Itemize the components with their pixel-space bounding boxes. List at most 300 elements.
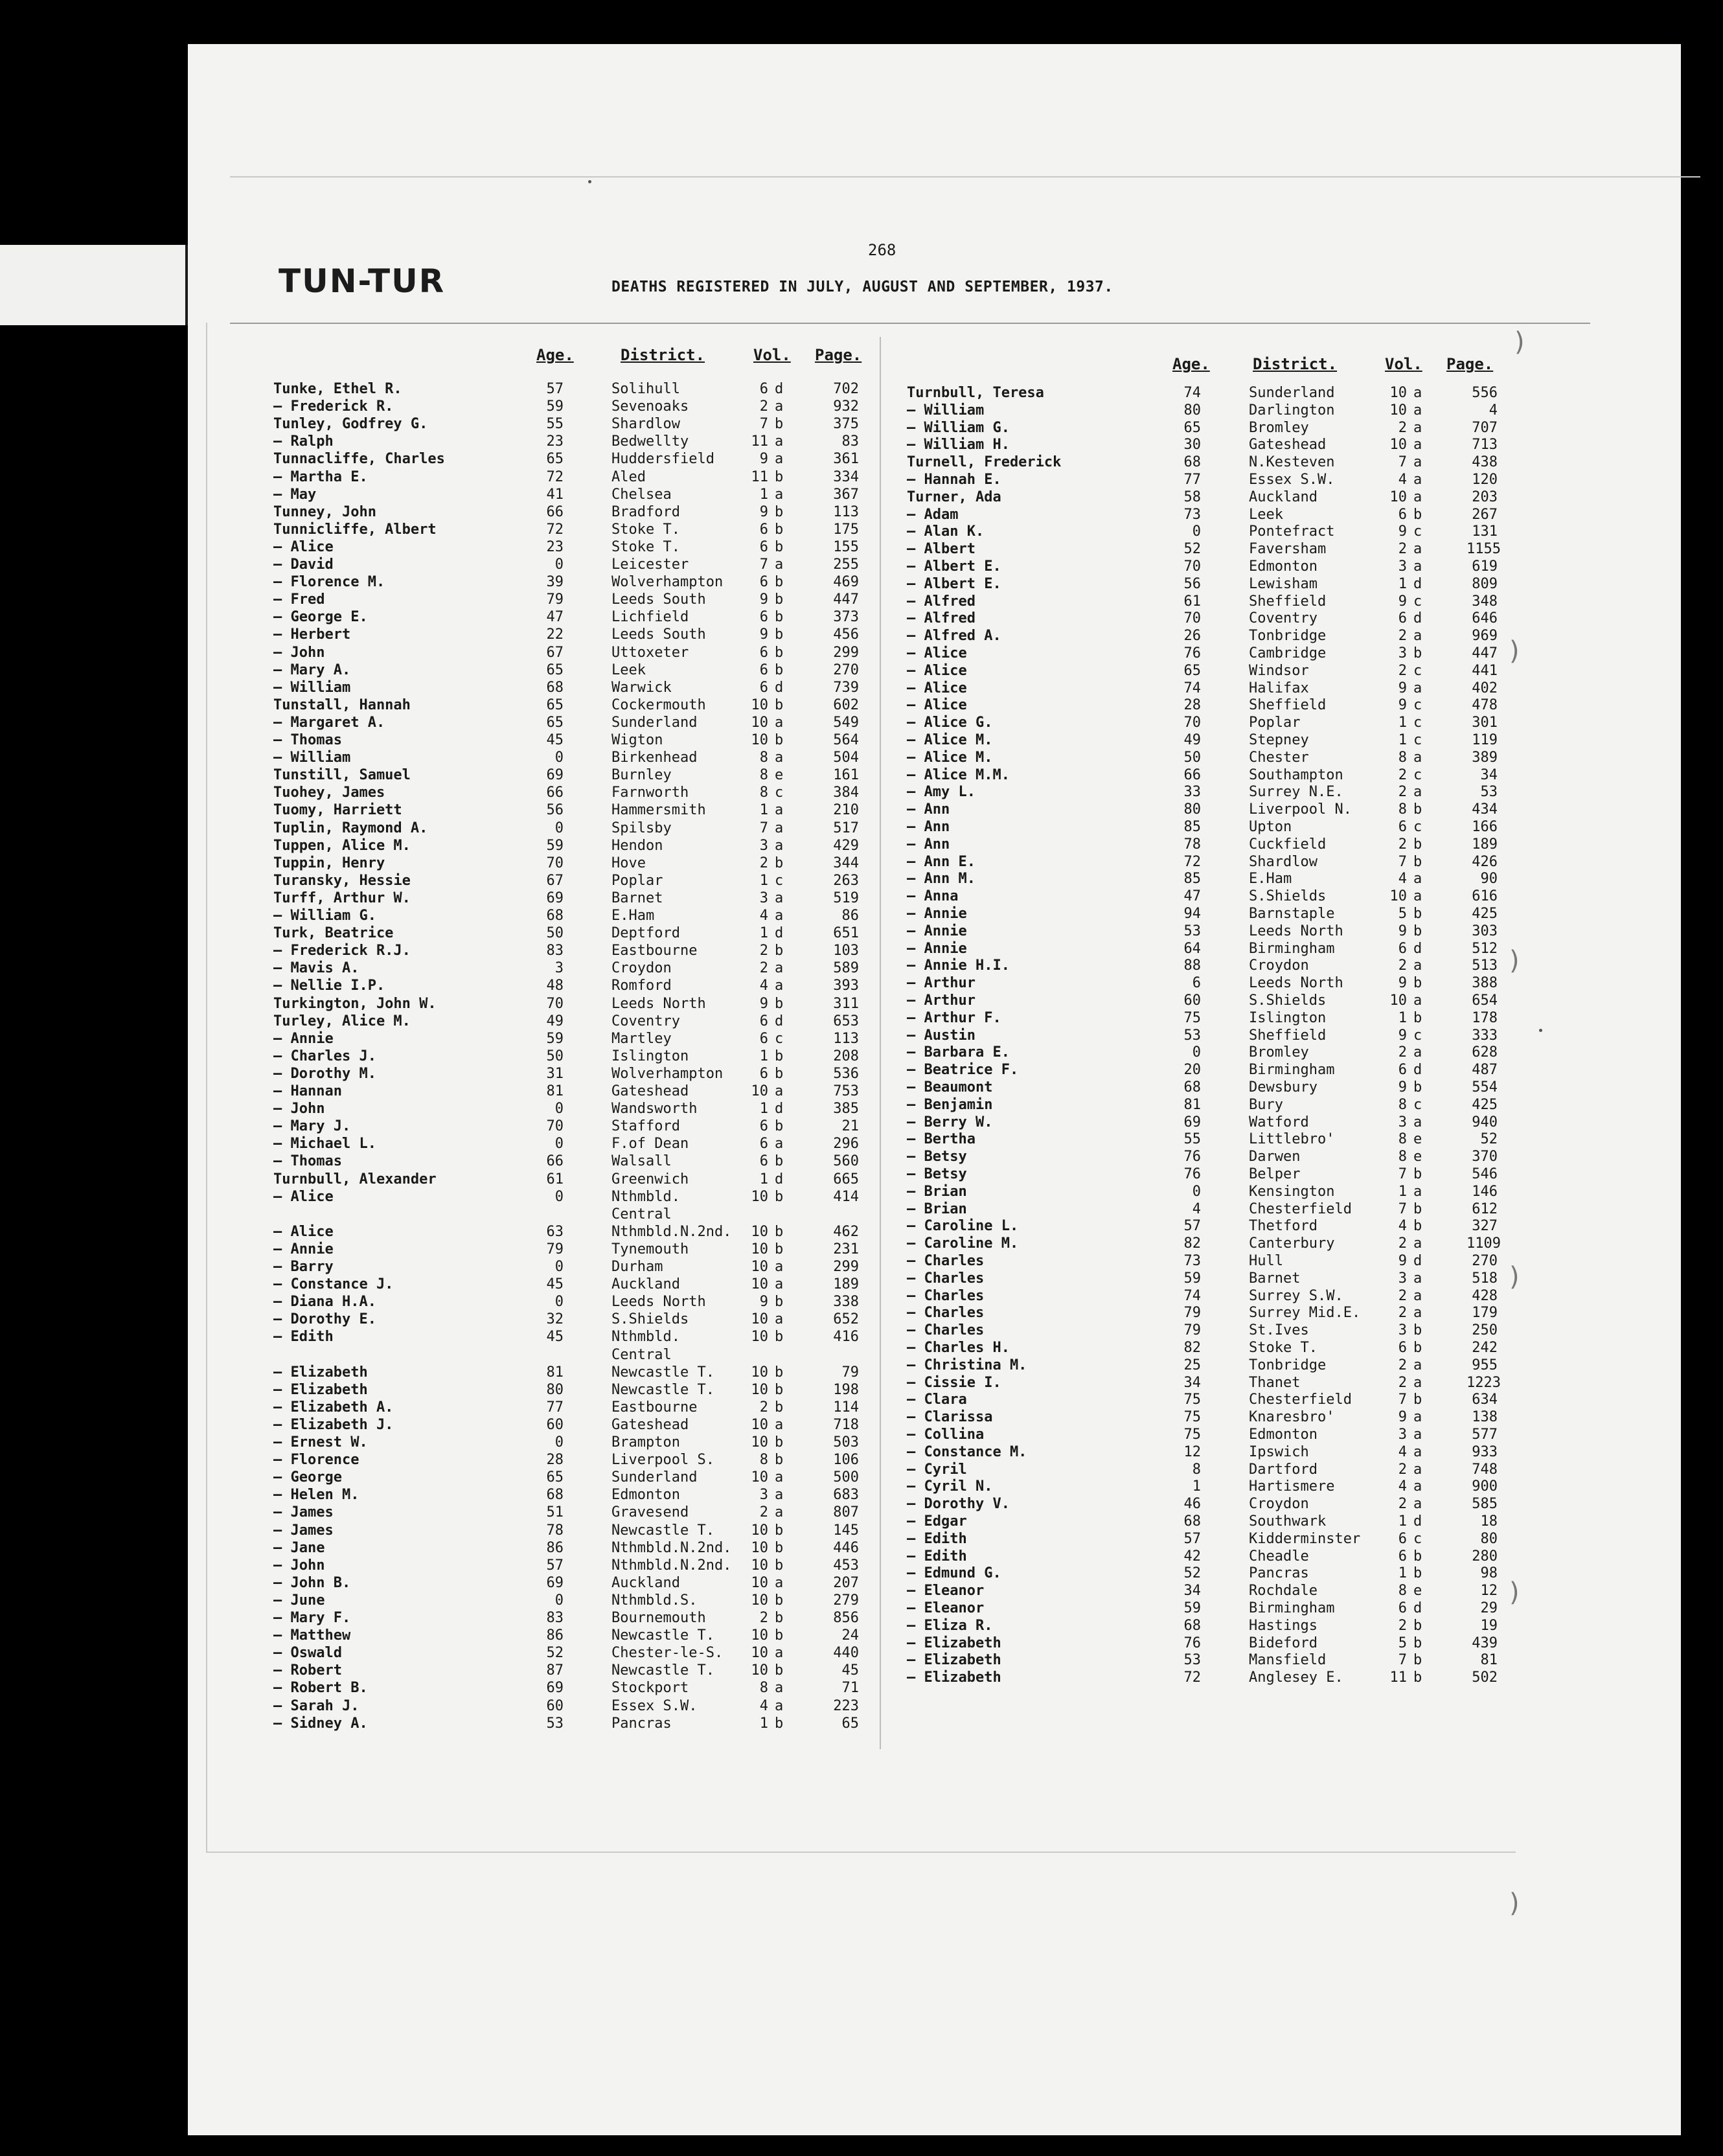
entry-age: 76 — [1183, 645, 1201, 661]
entry-volume-letter: b — [775, 1539, 784, 1556]
entry-age: 52 — [546, 1645, 564, 1662]
entry-age: 47 — [1183, 888, 1201, 905]
entry-volume-letter: b — [1413, 1617, 1422, 1634]
entry-row — [273, 1364, 869, 1382]
entry-district: Newcastle T. — [611, 1522, 714, 1539]
entry-volume-letter: b — [775, 1188, 784, 1205]
entry-age: 69 — [546, 767, 564, 784]
entry-volume-letter: b — [775, 1223, 784, 1240]
entry-district: Belper — [1249, 1166, 1301, 1182]
entry-row — [907, 750, 1503, 767]
entry-volume-number: 2 — [759, 854, 768, 871]
entry-volume-number: 10 — [751, 1083, 768, 1099]
column-divider — [880, 337, 881, 1749]
entry-row — [273, 1153, 869, 1171]
entry-name: — Alice — [273, 538, 334, 555]
entry-volume-number: 6 — [759, 661, 768, 678]
entry-volume-number: 2 — [1398, 1287, 1407, 1304]
entry-district: Stockport — [611, 1680, 689, 1697]
entry-district: St.Ives — [1249, 1322, 1309, 1339]
entry-page: 713 — [1472, 437, 1498, 453]
entry-district: Anglesey E. — [1249, 1669, 1343, 1686]
entry-page: 665 — [833, 1171, 859, 1187]
entry-name: — William — [273, 679, 351, 696]
entry-row — [273, 1171, 869, 1189]
entry-age: 12 — [1183, 1443, 1201, 1460]
entry-volume-letter: c — [1413, 662, 1422, 679]
entry-volume-number: 6 — [1398, 1530, 1407, 1547]
entry-age: 57 — [546, 1557, 564, 1574]
entry-volume-letter: d — [1413, 575, 1422, 592]
entry-row — [907, 715, 1503, 732]
entry-page: 178 — [1472, 1009, 1498, 1026]
entry-name: — William H. — [907, 437, 1010, 453]
entry-age: 68 — [1183, 1513, 1201, 1530]
entry-district: Bideford — [1249, 1634, 1318, 1651]
entry-district: Burnley — [611, 767, 672, 784]
entry-name: — Sarah J. — [273, 1697, 359, 1714]
entry-district: Tonbridge — [1249, 1357, 1327, 1373]
entry-age: 61 — [1183, 593, 1201, 610]
entry-volume-letter: a — [775, 1469, 784, 1486]
entry-page: 469 — [833, 574, 859, 591]
entry-name: — Diana H.A. — [273, 1294, 376, 1311]
entry-volume-letter: a — [775, 1259, 784, 1275]
entry-district: Pancras — [611, 1715, 672, 1732]
entry-volume-letter: a — [1413, 402, 1422, 419]
entry-name: — Beatrice F. — [907, 1062, 1019, 1079]
entry-volume-number: 6 — [1398, 940, 1407, 957]
entry-age: 94 — [1183, 906, 1201, 922]
entry-volume-number: 8 — [1398, 1583, 1407, 1600]
entry-district: Solihull — [611, 381, 680, 397]
entry-volume-number: 11 — [751, 468, 768, 485]
entry-age: 68 — [1183, 1617, 1201, 1634]
entry-row — [273, 732, 869, 750]
entry-page: 250 — [1472, 1322, 1498, 1339]
entry-age: 57 — [546, 381, 564, 397]
entry-volume-number: 2 — [1398, 1235, 1407, 1252]
entry-district: Leeds South — [611, 626, 706, 643]
entry-age: 82 — [1183, 1340, 1201, 1356]
entry-row — [273, 960, 869, 978]
entry-volume-number: 6 — [1398, 819, 1407, 835]
entry-name: — Alice — [273, 1188, 334, 1205]
entry-district: Islington — [1249, 1009, 1327, 1026]
left-vol-header: Vol. — [753, 346, 791, 364]
entry-district: Stoke T. — [611, 521, 680, 538]
entry-volume-letter: a — [1413, 1427, 1422, 1443]
entry-district: Leek — [611, 661, 646, 678]
entry-row — [273, 1189, 869, 1206]
entry-name: Turk, Beatrice — [273, 925, 394, 942]
entry-district: Mansfield — [1249, 1652, 1327, 1669]
entry-district: Bournemouth — [611, 1610, 706, 1626]
entry-district: Leicester — [611, 556, 689, 573]
entry-district: Leeds North — [611, 995, 706, 1012]
entry-row — [273, 820, 869, 838]
entry-district: Central — [611, 1346, 672, 1363]
entry-name: Turnbull, Teresa — [907, 385, 1044, 401]
entry-page: 255 — [833, 556, 859, 573]
entry-page: 155 — [833, 538, 859, 555]
entry-volume-letter: a — [1413, 1443, 1422, 1460]
entry-volume-number: 10 — [751, 1592, 768, 1609]
entry-row — [273, 1276, 869, 1294]
entry-volume-letter: a — [1413, 992, 1422, 1009]
entry-page: 348 — [1472, 593, 1498, 610]
entry-row — [907, 489, 1503, 507]
entry-page: 90 — [1480, 871, 1498, 888]
entry-volume-number: 7 — [1398, 1652, 1407, 1669]
entry-district: S.Shields — [1249, 992, 1327, 1009]
entry-row — [907, 1027, 1503, 1045]
binding-mark: ) — [1514, 327, 1525, 357]
entry-volume-letter: a — [1413, 1114, 1422, 1130]
entry-volume-number: 2 — [1398, 1374, 1407, 1391]
entry-district: Darwen — [1249, 1149, 1301, 1165]
entry-row — [907, 541, 1503, 558]
entry-row — [273, 680, 869, 697]
entry-age: 0 — [554, 1101, 564, 1118]
entry-page: 439 — [1472, 1634, 1498, 1651]
entry-row — [273, 433, 869, 451]
entry-district: Leeds North — [1249, 975, 1343, 992]
entry-row — [273, 1540, 869, 1557]
entry-name: — Alan K. — [907, 523, 985, 540]
entry-district: Deptford — [611, 925, 680, 942]
entry-volume-letter: b — [775, 1065, 784, 1082]
entry-page: 447 — [1472, 645, 1498, 661]
entry-district: Aled — [611, 468, 646, 485]
entry-volume-letter: b — [775, 416, 784, 433]
entry-name: — Mavis A. — [273, 960, 359, 977]
entry-district: Windsor — [1249, 662, 1309, 679]
entry-name: Tunstall, Hannah — [273, 696, 411, 713]
entry-volume-number: 2 — [1398, 958, 1407, 974]
left-district-header: District. — [621, 346, 705, 364]
entry-page: 856 — [833, 1610, 859, 1626]
entry-page: 453 — [833, 1557, 859, 1574]
entry-age: 55 — [1183, 1131, 1201, 1148]
entry-age: 75 — [1183, 1427, 1201, 1443]
entry-name: — Sidney A. — [273, 1715, 368, 1732]
entry-row — [273, 1592, 869, 1610]
entry-name: — Barry — [273, 1259, 334, 1275]
entry-district: Bedwellty — [611, 433, 689, 450]
register-heading: DEATHS REGISTERED IN JULY, AUGUST AND SEPTEMBER, 1937. — [611, 279, 1113, 295]
entry-name: — Dorothy E. — [273, 1311, 376, 1328]
entry-row — [273, 1557, 869, 1575]
entry-name: — Frederick R.J. — [273, 943, 411, 959]
entry-volume-letter: c — [1413, 523, 1422, 540]
entry-volume-letter: e — [775, 767, 784, 784]
entry-age: 66 — [546, 785, 564, 801]
entry-age: 39 — [546, 574, 564, 591]
entry-name: — Cyril — [907, 1461, 967, 1478]
entry-name: — William G. — [273, 908, 376, 924]
entry-volume-letter: b — [1413, 1548, 1422, 1565]
entry-row — [907, 385, 1503, 402]
entry-age: 46 — [1183, 1496, 1201, 1513]
entry-row — [907, 941, 1503, 958]
entry-age: 30 — [1183, 437, 1201, 453]
entry-volume-number: 10 — [751, 696, 768, 713]
entry-name: — Charles — [907, 1322, 985, 1339]
entry-volume-letter: e — [1413, 1149, 1422, 1165]
entry-age: 49 — [546, 1013, 564, 1029]
entry-volume-number: 4 — [1398, 472, 1407, 488]
entry-name: — Cyril N. — [907, 1478, 993, 1495]
entry-district: Wandsworth — [611, 1101, 698, 1118]
entry-age: 59 — [1183, 1270, 1201, 1287]
entry-volume-number: 8 — [759, 767, 768, 784]
entry-name: — Martha E. — [273, 468, 368, 485]
entry-row — [273, 925, 869, 943]
entry-volume-letter: b — [1413, 975, 1422, 992]
page-tab-strip — [0, 245, 185, 325]
entry-row — [907, 1600, 1503, 1618]
entry-district: Leeds North — [1249, 923, 1343, 939]
entry-name: — Ann — [907, 801, 950, 818]
entry-name: — Eleanor — [907, 1600, 985, 1616]
entry-row — [273, 1031, 869, 1048]
entry-page: 12 — [1480, 1583, 1498, 1600]
entry-volume-number: 10 — [751, 1311, 768, 1328]
entry-district: Leeds South — [611, 591, 706, 608]
entry-age: 80 — [1183, 402, 1201, 419]
entry-age: 49 — [1183, 732, 1201, 748]
entry-age: 57 — [1183, 1218, 1201, 1235]
entry-district: F.of Dean — [611, 1136, 689, 1153]
entry-age: 74 — [1183, 680, 1201, 696]
entry-name: — James — [273, 1522, 334, 1539]
entry-page: 34 — [1480, 766, 1498, 783]
entry-district: Chester — [1249, 749, 1309, 766]
entry-row — [273, 1698, 869, 1715]
entry-age: 69 — [546, 1574, 564, 1591]
entry-row — [907, 1270, 1503, 1288]
entry-district: Pontefract — [1249, 523, 1335, 540]
entry-name: — John — [273, 1557, 325, 1574]
entry-page: 389 — [1472, 749, 1498, 766]
entry-volume-number: 9 — [1398, 593, 1407, 610]
entry-row — [273, 1399, 869, 1417]
entry-district: Edmonton — [611, 1487, 680, 1504]
entry-district: Stepney — [1249, 732, 1309, 748]
entry-row — [907, 472, 1503, 489]
entry-district: Gravesend — [611, 1504, 689, 1521]
entry-page: 513 — [1472, 958, 1498, 974]
entry-page: 80 — [1480, 1530, 1498, 1547]
entry-volume-number: 10 — [751, 1557, 768, 1574]
entry-volume-number: 4 — [1398, 1443, 1407, 1460]
entry-page: 402 — [1472, 680, 1498, 696]
entry-age: 57 — [1183, 1530, 1201, 1547]
entry-page: 428 — [1472, 1287, 1498, 1304]
entry-volume-letter: a — [1413, 1183, 1422, 1200]
entry-volume-letter: a — [1413, 871, 1422, 888]
entry-name: — Charles H. — [907, 1340, 1010, 1356]
entry-row — [273, 469, 869, 487]
entry-volume-letter: b — [775, 1434, 784, 1451]
entry-page: 344 — [833, 854, 859, 871]
entry-district: Newcastle T. — [611, 1364, 714, 1381]
entry-volume-number: 9 — [1398, 923, 1407, 939]
entry-age: 81 — [1183, 1096, 1201, 1113]
entry-page: 301 — [1472, 715, 1498, 731]
entry-page: 338 — [833, 1294, 859, 1311]
entry-volume-letter: a — [1413, 628, 1422, 645]
entry-volume-number: 9 — [1398, 1253, 1407, 1269]
entry-age: 4 — [1192, 1200, 1201, 1217]
entry-district: Wolverhampton — [611, 574, 724, 591]
entry-row — [273, 1434, 869, 1452]
entry-district: Nthmbld.S. — [611, 1592, 698, 1609]
entry-volume-number: 3 — [1398, 1322, 1407, 1339]
entry-age: 0 — [554, 1259, 564, 1275]
entry-volume-letter: a — [1413, 1270, 1422, 1287]
entry-age: 85 — [1183, 871, 1201, 888]
entry-page: 616 — [1472, 888, 1498, 905]
entry-volume-letter: a — [775, 1136, 784, 1153]
entry-volume-number: 9 — [759, 503, 768, 520]
entry-row — [907, 1669, 1503, 1687]
entry-volume-letter: a — [775, 908, 784, 924]
entry-volume-number: 10 — [751, 1259, 768, 1275]
entry-volume-number: 9 — [759, 995, 768, 1012]
entry-volume-number: 2 — [1398, 836, 1407, 853]
entry-page: 425 — [1472, 1096, 1498, 1113]
entry-age: 81 — [546, 1083, 564, 1099]
entry-row — [907, 507, 1503, 524]
entry-name: — Thomas — [273, 732, 342, 748]
entry-district: Sheffield — [1249, 593, 1327, 610]
bottom-border — [206, 1852, 1516, 1853]
entry-name: — Amy L. — [907, 784, 976, 801]
entry-row — [273, 1469, 869, 1487]
entry-volume-number: 10 — [1389, 992, 1407, 1009]
entry-district: Brampton — [611, 1434, 680, 1451]
entry-page: 634 — [1472, 1392, 1498, 1408]
entry-age: 59 — [546, 398, 564, 415]
entry-district: Bromley — [1249, 1044, 1309, 1061]
entry-name: — William — [273, 750, 351, 766]
entry-row — [273, 574, 869, 591]
entry-volume-letter: b — [775, 1381, 784, 1398]
entry-volume-letter: a — [775, 820, 784, 836]
entry-age: 88 — [1183, 958, 1201, 974]
entry-row — [907, 1131, 1503, 1149]
entry-age: 8 — [1192, 1461, 1201, 1478]
entry-volume-letter: b — [775, 1592, 784, 1609]
entry-volume-number: 9 — [1398, 1027, 1407, 1044]
entry-age: 83 — [546, 1610, 564, 1626]
entry-volume-number: 2 — [1398, 784, 1407, 801]
entry-volume-letter: b — [775, 521, 784, 538]
entry-row — [907, 1322, 1503, 1340]
entry-volume-letter: a — [775, 451, 784, 468]
entry-volume-number: 10 — [1389, 385, 1407, 401]
entry-volume-letter: c — [1413, 1096, 1422, 1113]
entry-volume-number: 10 — [751, 1662, 768, 1679]
entry-age: 77 — [1183, 472, 1201, 488]
entry-volume-number: 2 — [1398, 1461, 1407, 1478]
entry-volume-number: 6 — [759, 1065, 768, 1082]
entry-volume-letter: a — [775, 1504, 784, 1521]
entry-name: — Alice M. — [907, 732, 993, 748]
entry-volume-letter: c — [1413, 697, 1422, 714]
entry-name: Turnell, Frederick — [907, 454, 1062, 471]
entry-age: 68 — [546, 679, 564, 696]
entry-name: — Annie — [907, 906, 967, 922]
entry-volume-letter: d — [1413, 1253, 1422, 1269]
entry-row — [273, 591, 869, 609]
entry-name: — Elizabeth A. — [273, 1399, 394, 1416]
entry-name: Tuppin, Henry — [273, 854, 385, 871]
entry-age: 76 — [1183, 1634, 1201, 1651]
entry-volume-letter: b — [1413, 1166, 1422, 1182]
entry-volume-number: 8 — [759, 785, 768, 801]
binding-mark: ) — [1509, 1888, 1520, 1918]
entry-volume-number: 7 — [1398, 853, 1407, 870]
entry-name: — Albert E. — [907, 575, 1001, 592]
entry-page: 441 — [1472, 662, 1498, 679]
entry-page: 120 — [1472, 472, 1498, 488]
entry-volume-number: 6 — [759, 574, 768, 591]
entry-page: 900 — [1472, 1478, 1498, 1495]
entry-volume-letter: a — [1413, 888, 1422, 905]
entry-volume-letter: b — [1413, 801, 1422, 818]
entry-page: 114 — [833, 1399, 859, 1416]
entry-age: 59 — [1183, 1600, 1201, 1616]
entry-volume-number: 6 — [759, 381, 768, 397]
entry-name: Turner, Ada — [907, 488, 1001, 505]
entry-volume-letter: a — [1413, 1409, 1422, 1426]
entry-age: 22 — [546, 626, 564, 643]
entry-row — [273, 908, 869, 925]
entry-name: — Alice M.M. — [907, 766, 1010, 783]
entry-page: 113 — [833, 503, 859, 520]
entry-page: 4 — [1489, 402, 1498, 419]
entry-name: Tunney, John — [273, 503, 376, 520]
entry-name: — Charles — [907, 1305, 985, 1322]
entry-age: 72 — [1183, 1669, 1201, 1686]
entry-page: 375 — [833, 416, 859, 433]
entry-volume-number: 6 — [1398, 1062, 1407, 1079]
entry-volume-number: 5 — [1398, 1634, 1407, 1651]
entry-row — [273, 1066, 869, 1083]
entry-name: — June — [273, 1592, 325, 1609]
entry-row — [907, 1635, 1503, 1653]
entry-volume-number: 1 — [759, 1171, 768, 1187]
entry-name: — Annie — [907, 923, 967, 939]
entry-volume-number: 2 — [1398, 1305, 1407, 1322]
entry-row — [273, 978, 869, 995]
entry-row — [907, 523, 1503, 541]
entry-district: Farnworth — [611, 785, 689, 801]
entry-page: 440 — [833, 1645, 859, 1662]
entry-page: 334 — [833, 468, 859, 485]
entry-name: — Caroline L. — [907, 1218, 1019, 1235]
entry-row — [907, 680, 1503, 698]
entry-row — [907, 593, 1503, 611]
entry-district: Leek — [1249, 506, 1283, 523]
entry-volume-number: 1 — [1398, 732, 1407, 748]
entry-volume-letter: b — [775, 1118, 784, 1135]
entry-volume-letter: b — [775, 1399, 784, 1416]
left-page-header: Page. — [815, 346, 862, 364]
